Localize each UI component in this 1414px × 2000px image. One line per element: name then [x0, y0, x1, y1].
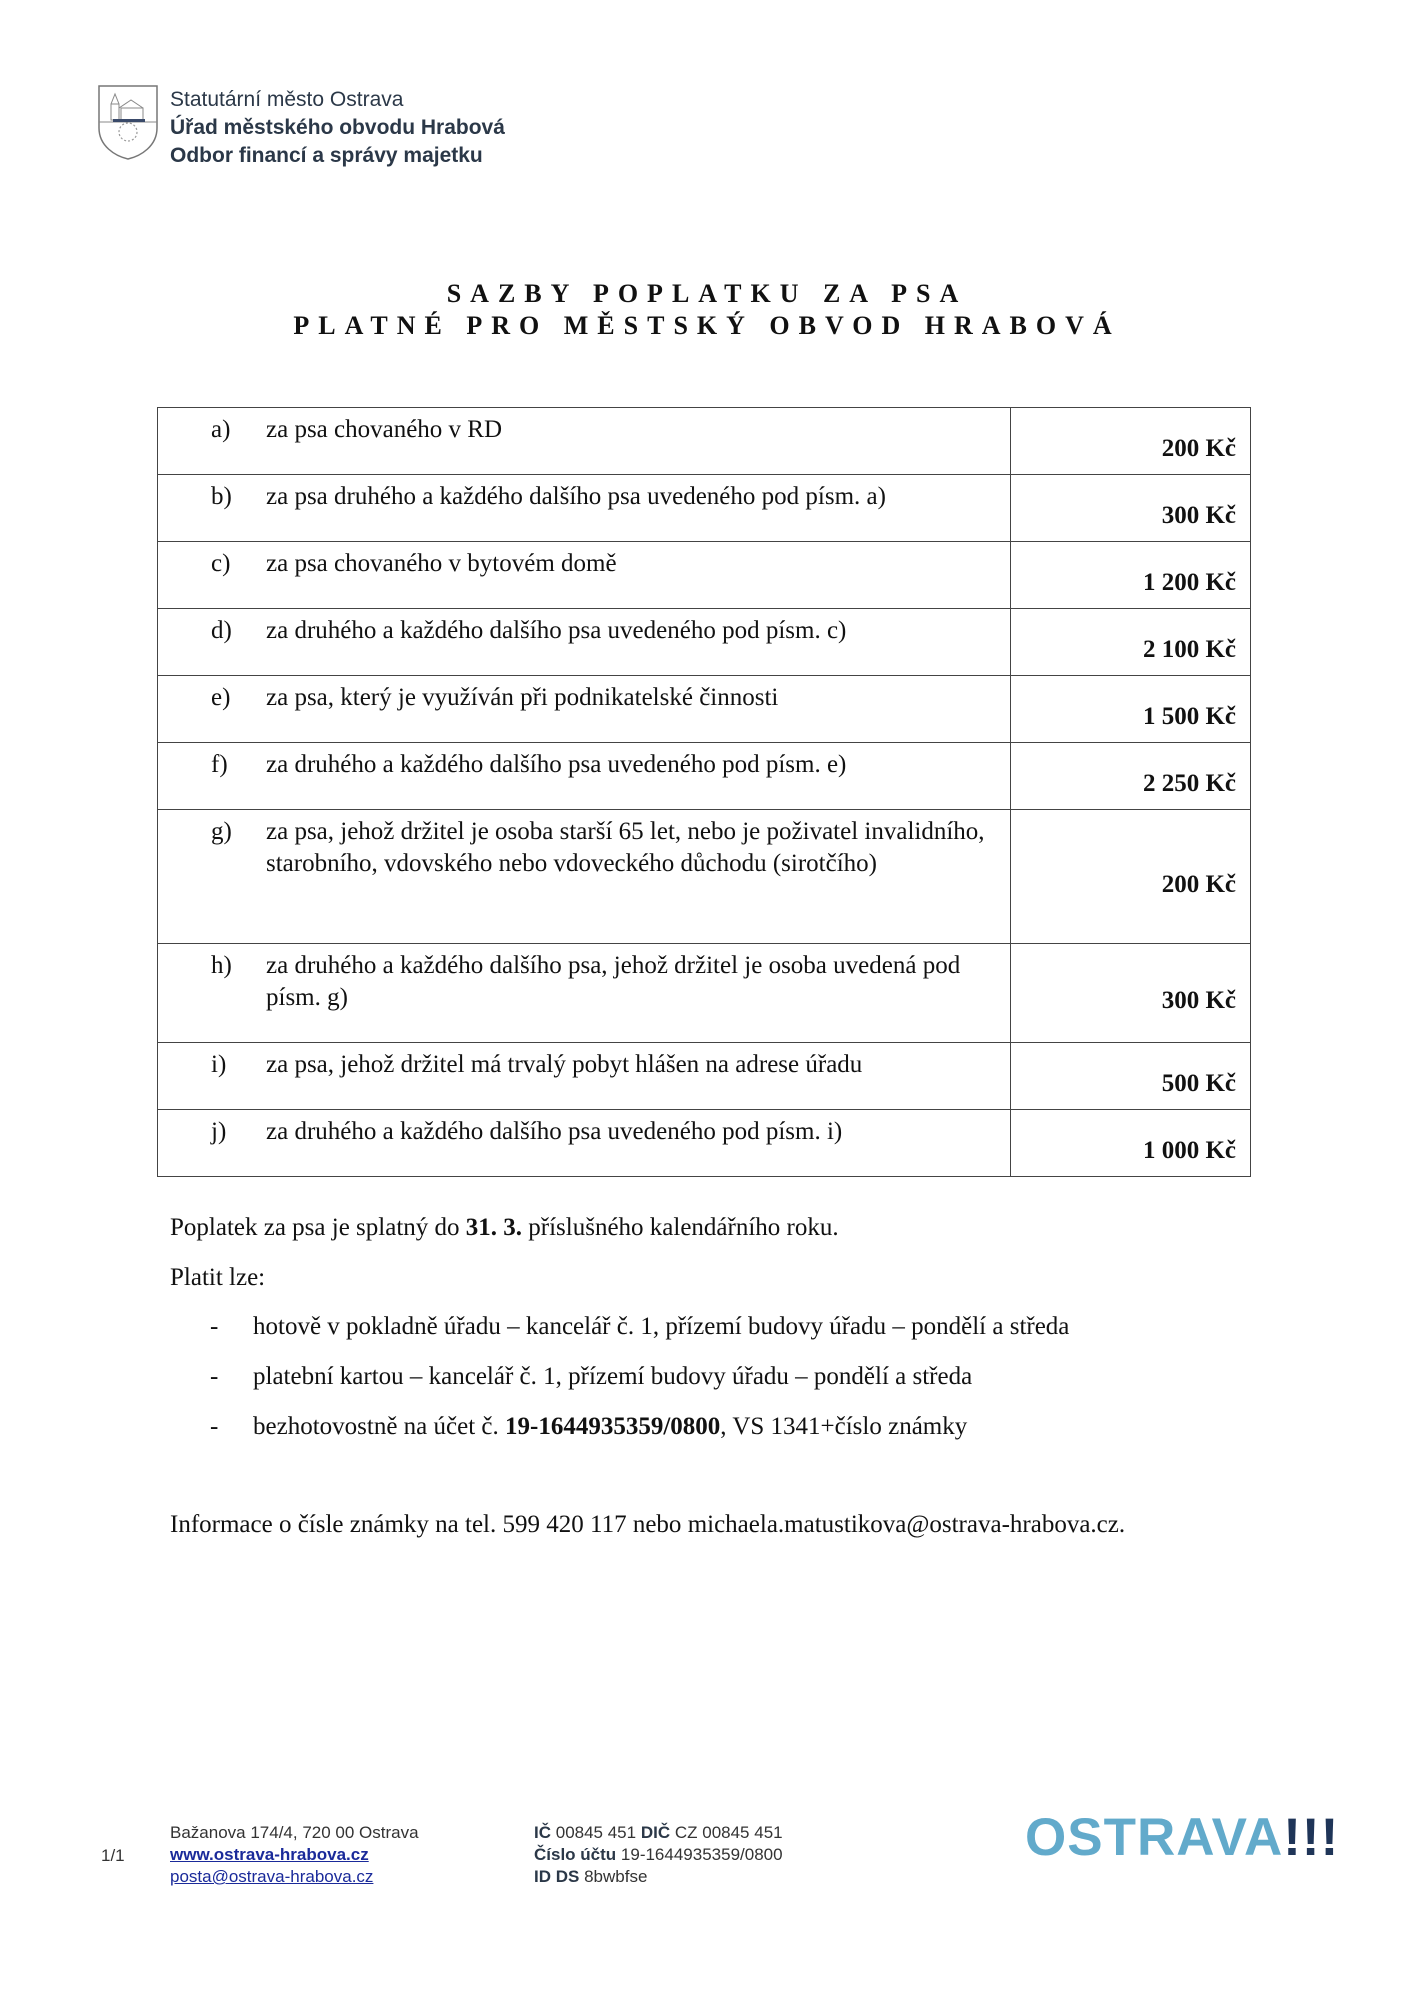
bullet-dash: - — [210, 1413, 219, 1440]
footer-email-link[interactable]: posta@ostrava-hrabova.cz — [170, 1867, 374, 1886]
rate-description-cell — [158, 408, 1011, 475]
rate-description: za psa druhého a každého dalšího psa uvedeného pod písm. a) — [266, 483, 886, 510]
rate-amount: 500 Kč — [1161, 1070, 1236, 1097]
bullet-text: hotově v pokladně úřadu – kancelář č. 1, přízemí budovy úřadu – pondělí a středa — [253, 1313, 1070, 1340]
department-name: Odbor financí a správy majetku — [170, 144, 483, 167]
ostrava-logo — [1025, 1808, 1339, 1868]
footer-registration — [534, 1822, 783, 1888]
rate-description-cell — [158, 542, 1011, 609]
rate-amount: 2 250 Kč — [1142, 770, 1236, 797]
city-name: Statutární město Ostrava — [170, 88, 404, 111]
rate-letter: h) — [211, 952, 232, 979]
rate-amount: 1 500 Kč — [1142, 703, 1236, 730]
ic-value: 00845 451 — [555, 1823, 637, 1842]
rate-letter: f) — [211, 751, 228, 778]
due-date: 31. 3. — [465, 1214, 523, 1241]
due-prefix: Poplatek za psa je splatný do — [170, 1214, 466, 1241]
rate-row — [158, 408, 1251, 475]
payment-option-cash — [210, 1312, 1069, 1342]
rate-description-cell — [158, 1043, 1011, 1110]
rate-row — [158, 743, 1251, 810]
bank-account: 19-1644935359/0800 — [505, 1413, 721, 1440]
info-end: . — [1118, 1511, 1126, 1538]
bullet-text: platební kartou – kancelář č. 1, přízemí budovy úřadu – pondělí a středa — [253, 1363, 973, 1390]
rates-table — [157, 407, 1251, 1177]
rate-letter: c) — [211, 550, 231, 577]
rate-amount-cell — [1011, 609, 1251, 676]
payment-intro: Platit lze: — [170, 1264, 266, 1291]
rate-letter: d) — [211, 617, 232, 644]
rate-letter: j) — [211, 1118, 227, 1145]
page-number: 1/1 — [101, 1846, 125, 1865]
rate-description-cell — [158, 676, 1011, 743]
dic-value: CZ 00845 451 — [674, 1823, 783, 1842]
rate-letter: b) — [211, 483, 232, 510]
contact-paragraph — [170, 1510, 1125, 1540]
ds-label: ID DS — [534, 1867, 580, 1886]
bullet-dash: - — [210, 1313, 219, 1340]
rate-letter: e) — [211, 684, 231, 711]
ostrava-logo-exclamations: !!! — [1283, 1808, 1340, 1867]
ds-value: 8bwbfse — [584, 1867, 648, 1886]
rate-amount: 300 Kč — [1161, 987, 1236, 1014]
account-label: Číslo účtu — [534, 1845, 617, 1864]
ostrava-logo-word: OSTRAVA — [1025, 1808, 1284, 1867]
rate-amount: 200 Kč — [1161, 870, 1236, 898]
office-name: Úřad městského obvodu Hrabová — [170, 116, 505, 139]
rate-description: za druhého a každého dalšího psa uvedeného pod písm. e) — [266, 751, 847, 778]
ic-label: IČ — [534, 1823, 551, 1842]
rate-description: za psa chovaného v RD — [266, 416, 503, 443]
rate-description: za psa, jehož držitel je osoba starší 65 let, nebo je poživatel invalidního, starobního, vdovského nebo vdoveckého důchodu (sirotčího) — [266, 818, 985, 877]
rate-letter: a) — [211, 416, 231, 443]
rate-row — [158, 475, 1251, 542]
rate-amount-cell — [1011, 810, 1251, 944]
rate-amount-cell — [1011, 1110, 1251, 1177]
rate-description: za psa, který je využíván při podnikatelské činnosti — [266, 684, 779, 711]
rate-description-cell — [158, 743, 1011, 810]
rate-description: za psa chovaného v bytovém domě — [266, 550, 617, 577]
rate-row — [158, 542, 1251, 609]
rate-description-cell — [158, 609, 1011, 676]
dic-label: DIČ — [640, 1823, 671, 1842]
payment-option-card — [210, 1362, 972, 1392]
rate-description-cell — [158, 475, 1011, 542]
variable-symbol: , VS 1341+číslo známky — [720, 1413, 968, 1440]
footer-website-link[interactable]: www.ostrava-hrabova.cz — [170, 1845, 369, 1864]
account-value: 19-1644935359/0800 — [620, 1845, 783, 1864]
rate-amount: 1 200 Kč — [1142, 569, 1236, 596]
rate-amount: 2 100 Kč — [1142, 636, 1236, 663]
rate-row — [158, 810, 1251, 944]
rate-description: za druhého a každého dalšího psa uvedeného pod písm. i) — [266, 1118, 843, 1145]
rate-letter: g) — [211, 818, 232, 845]
rate-row — [158, 1110, 1251, 1177]
rate-letter: i) — [211, 1051, 227, 1078]
rate-description: za druhého a každého dalšího psa, jehož držitel je osoba uvedená pod písm. g) — [266, 952, 961, 1011]
office-header — [170, 86, 505, 170]
footer-address: Bažanova 174/4, 720 00 Ostrava — [170, 1823, 419, 1842]
rate-amount: 200 Kč — [1161, 435, 1236, 462]
info-prefix: Informace o čísle známky na tel. — [170, 1511, 503, 1538]
rate-row — [158, 676, 1251, 743]
rate-description: za psa, jehož držitel má trvalý pobyt hlášen na adrese úřadu — [266, 1051, 863, 1078]
rate-row — [158, 609, 1251, 676]
info-mid: nebo — [626, 1511, 688, 1538]
phone-number: 599 420 117 — [502, 1511, 627, 1538]
footer-contact — [170, 1822, 419, 1888]
rate-amount-cell — [1011, 944, 1251, 1043]
rate-amount: 1 000 Kč — [1142, 1137, 1236, 1164]
bullet-text: bezhotovostně na účet č. — [253, 1413, 505, 1440]
rate-amount-cell — [1011, 475, 1251, 542]
rate-amount-cell — [1011, 1043, 1251, 1110]
title-line-2: PLATNÉ PRO MĚSTSKÝ OBVOD HRABOVÁ — [293, 311, 1121, 340]
contact-email[interactable]: michaela.matustikova@ostrava-hrabova.cz — [687, 1511, 1119, 1538]
rate-description-cell — [158, 810, 1011, 944]
rate-amount-cell — [1011, 542, 1251, 609]
coat-of-arms-icon — [97, 84, 159, 160]
rate-description-cell — [158, 944, 1011, 1043]
rate-amount-cell — [1011, 676, 1251, 743]
due-date-paragraph — [170, 1213, 839, 1243]
rate-description: za druhého a každého dalšího psa uvedeného pod písm. c) — [266, 617, 847, 644]
due-suffix: příslušného kalendářního roku. — [522, 1214, 839, 1241]
rate-row — [158, 944, 1251, 1043]
payment-option-transfer — [210, 1412, 967, 1442]
title-line-1: SAZBY POPLATKU ZA PSA — [446, 279, 968, 308]
rate-row — [158, 1043, 1251, 1110]
bullet-dash: - — [210, 1363, 219, 1390]
rate-amount: 300 Kč — [1161, 502, 1236, 529]
rate-description-cell — [158, 1110, 1011, 1177]
rate-amount-cell — [1011, 408, 1251, 475]
rate-amount-cell — [1011, 743, 1251, 810]
document-title — [0, 278, 1414, 342]
